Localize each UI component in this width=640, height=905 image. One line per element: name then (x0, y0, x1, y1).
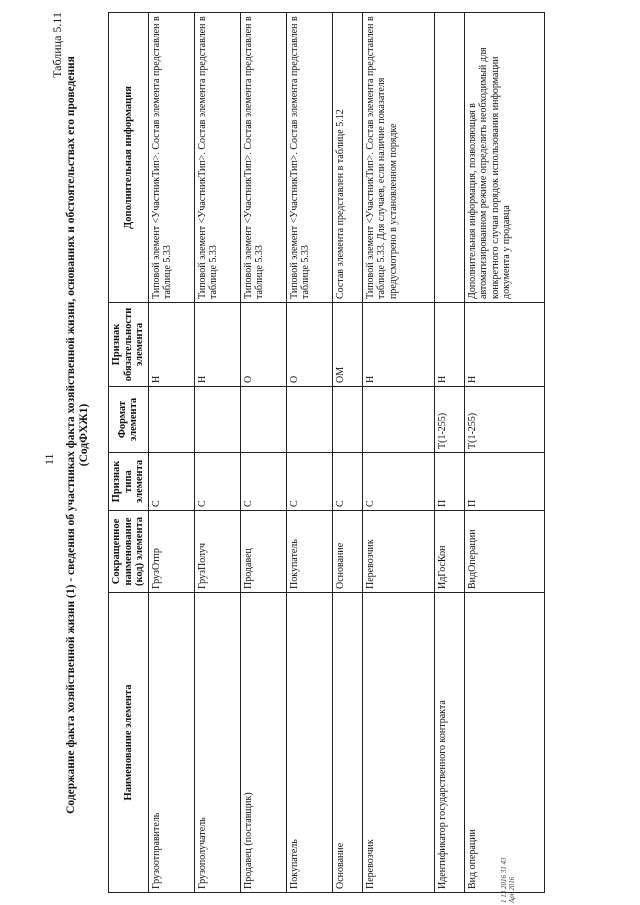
table-cell: Н (194, 303, 240, 387)
table-header-row (109, 13, 149, 893)
table-cell: П (464, 453, 544, 511)
table-cell: ГрузОтпр (148, 511, 194, 593)
table-cell: П (434, 453, 464, 511)
table-label: Таблица 5.11 (50, 12, 64, 78)
table-row (464, 13, 544, 893)
table-cell (194, 387, 240, 453)
table-cell: Н (434, 303, 464, 387)
elements-table (108, 12, 545, 893)
column-header: Наименование элемента (109, 593, 149, 893)
table-cell: С (362, 453, 434, 511)
table-cell: ОМ (332, 303, 362, 387)
table-cell: Продавец (поставщик) (240, 593, 286, 893)
scan-stamp (500, 858, 516, 904)
table-cell: О (286, 303, 332, 387)
table-cell: T(1-255) (434, 387, 464, 453)
table-cell (362, 387, 434, 453)
column-header: Сокращенное наименование (код) элемента (109, 511, 149, 593)
table-cell: Грузоотправитель (148, 593, 194, 893)
table-row (194, 13, 240, 893)
table-cell: С (240, 453, 286, 511)
stamp-line: Apr 2016 (508, 876, 516, 903)
column-header: Признак обязательности элемента (109, 303, 149, 387)
table-cell: Основание (332, 593, 362, 893)
table-cell: ИдГосКон (434, 511, 464, 593)
table-cell: Типовой элемент <УчастникТип>. Состав элемента представлен в таблице 5.33 (194, 13, 240, 303)
table-cell: С (148, 453, 194, 511)
table-cell: T(1-255) (464, 387, 544, 453)
table-cell (286, 387, 332, 453)
table-cell (240, 387, 286, 453)
table-row (286, 13, 332, 893)
table-cell: Покупатель (286, 511, 332, 593)
table-cell: Вид операции (464, 593, 544, 893)
table-cell: Покупатель (286, 593, 332, 893)
table-cell (332, 387, 362, 453)
table-cell: Продавец (240, 511, 286, 593)
table-cell: С (286, 453, 332, 511)
table-cell: Типовой элемент <УчастникТип>. Состав элемента представлен в таблице 5.33 (240, 13, 286, 303)
column-header: Признак типа элемента (109, 453, 149, 511)
table-row (148, 13, 194, 893)
table-cell: ВидОперации (464, 511, 544, 593)
table-title: Содержание факта хозяйственной жизни (1) - сведения об участниках факта хозяйственной жизни, основаниях и обстоятельствах его проведения (СодФХЖ1) (65, 56, 90, 814)
table-cell (148, 387, 194, 453)
table-cell: Н (464, 303, 544, 387)
table-cell: Дополнительная информация, позволяющая в автоматизированном режиме определить необходимый для конкретного случая порядок использования информации документа у продавца (464, 13, 544, 303)
table-cell: Идентификатор государственного контракта (434, 593, 464, 893)
table-cell: Н (148, 303, 194, 387)
table-cell: Основание (332, 511, 362, 593)
table-cell: Типовой элемент <УчастникТип>. Состав элемента представлен в таблице 5.33 (286, 13, 332, 303)
table-cell (434, 13, 464, 303)
table-row (240, 13, 286, 893)
table-cell: С (332, 453, 362, 511)
stamp-line: 1 13 2016 31 43 (500, 857, 508, 903)
table-cell: Грузополучатель (194, 593, 240, 893)
table-cell: Перевозчик (362, 593, 434, 893)
column-header: Формат элемента (109, 387, 149, 453)
table-row (362, 13, 434, 893)
table-cell: Перевозчик (362, 511, 434, 593)
table-cell: С (194, 453, 240, 511)
table-cell: О (240, 303, 286, 387)
table-cell: Типовой элемент <УчастникТип>. Состав элемента представлен в таблице 5.33 (148, 13, 194, 303)
table-cell: Состав элемента представлен в таблице 5.12 (332, 13, 362, 303)
page-number: 11 (42, 453, 56, 465)
table-cell: ГрузПолуч (194, 511, 240, 593)
table-cell: Н (362, 303, 434, 387)
table-row (332, 13, 362, 893)
table-cell: Типовой элемент <УчастникТип>. Состав элемента представлен в таблице 5.33. Для случаев, если наличие показателя предусмотрено в установленном порядке (362, 13, 434, 303)
table-row (434, 13, 464, 893)
column-header: Дополнительная информация (109, 13, 149, 303)
